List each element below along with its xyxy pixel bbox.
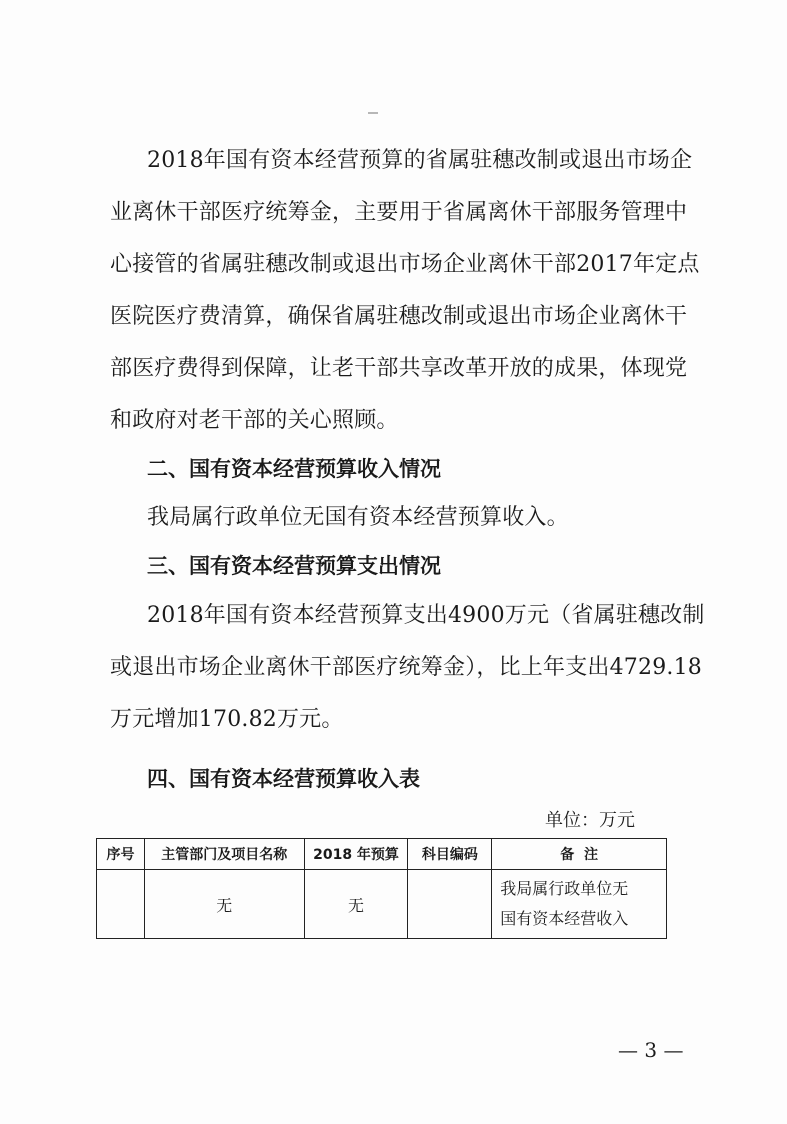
- paragraph-line: 或退出市场企业离休干部医疗统筹金），比上年支出4729.18: [110, 655, 702, 680]
- table-cell-seq: [97, 870, 145, 939]
- note-line: 我局属行政单位无: [500, 879, 629, 898]
- table-header: 备 注: [492, 839, 667, 870]
- paragraph-line: 医院医疗费清算，确保省属驻穗改制或退出市场企业离休干: [110, 304, 688, 329]
- note-line: 国有资本经营收入: [500, 909, 629, 928]
- paragraph-line: 和政府对老干部的关心照顾。: [110, 408, 399, 433]
- paragraph-line: 业离休干部医疗统筹金，主要用于省属离休干部服务管理中: [110, 200, 688, 225]
- section-heading: 二、国有资本经营预算收入情况: [147, 457, 441, 481]
- unit-label: 单位：万元: [545, 810, 635, 831]
- paragraph-line: 部医疗费得到保障，让老干部共享改革开放的成果，体现党: [110, 356, 688, 381]
- paragraph-line: 心接管的省属驻穗改制或退出市场企业离休干部2017年定点: [110, 252, 700, 277]
- page-number: — 3 —: [618, 1038, 684, 1062]
- scan-speck: [368, 112, 378, 114]
- table-row: [97, 870, 667, 939]
- section-heading: 三、国有资本经营预算支出情况: [147, 554, 441, 578]
- table-header: 科目编码: [408, 839, 492, 870]
- table-cell-budget: 无: [304, 870, 408, 939]
- table-cell-note: [492, 870, 667, 939]
- table-header: 主管部门及项目名称: [144, 839, 304, 870]
- paragraph-line: 2018年国有资本经营预算支出4900万元（省属驻穗改制: [147, 603, 705, 628]
- table-header-row: [97, 839, 667, 870]
- budget-table: [96, 838, 667, 939]
- table-header: 序号: [97, 839, 145, 870]
- table-cell-code: [408, 870, 492, 939]
- table-cell-dept: 无: [144, 870, 304, 939]
- table-header: 2018 年预算: [304, 839, 408, 870]
- paragraph-line: 2018年国有资本经营预算的省属驻穗改制或退出市场企: [147, 148, 693, 173]
- paragraph-line: 我局属行政单位无国有资本经营预算收入。: [147, 505, 569, 530]
- paragraph-line: 万元增加170.82万元。: [110, 707, 344, 732]
- section-heading: 四、国有资本经营预算收入表: [147, 767, 420, 791]
